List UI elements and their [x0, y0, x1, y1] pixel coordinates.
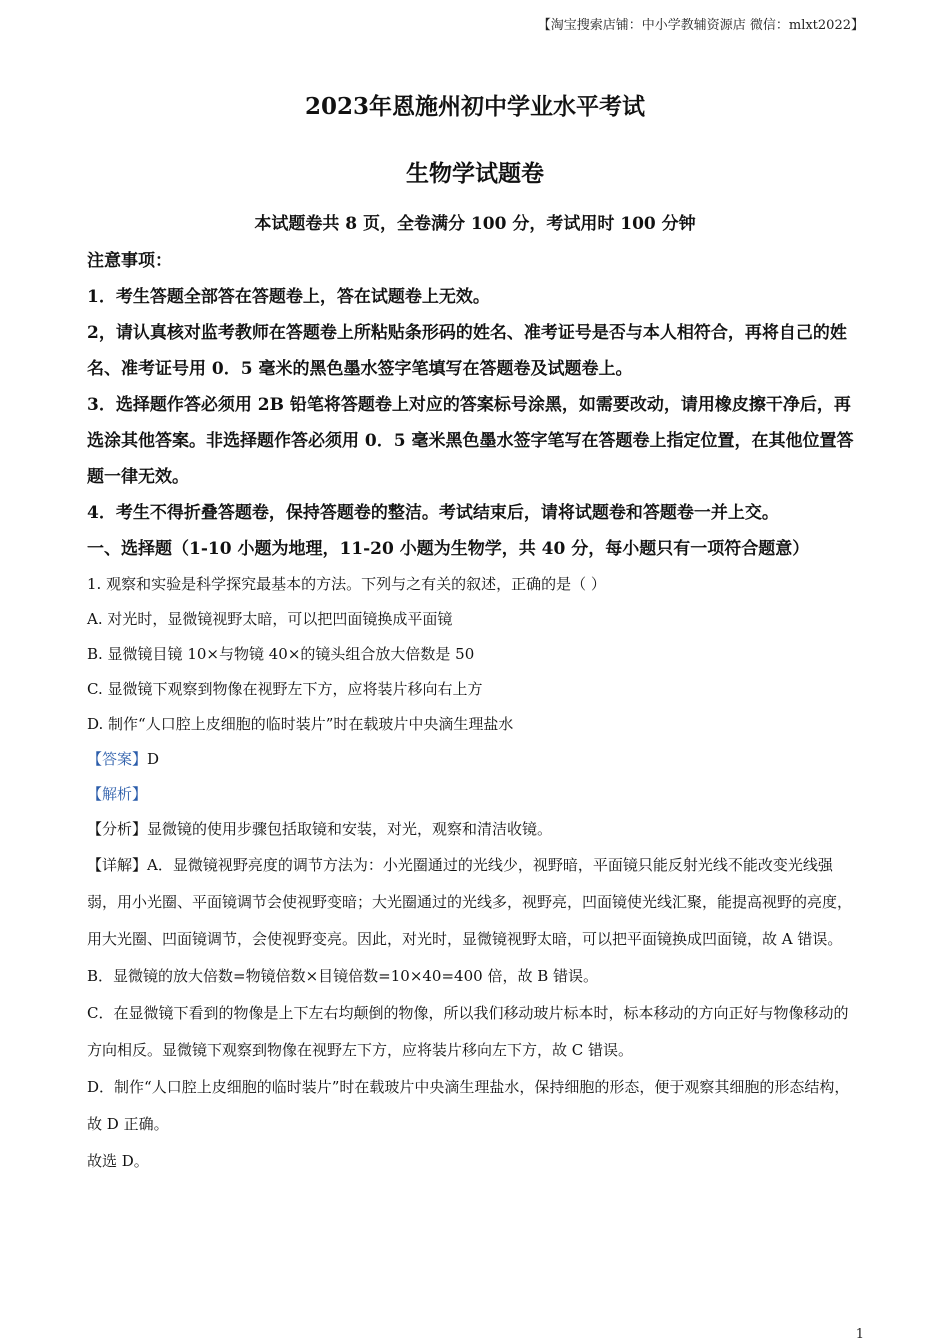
- notice-item: 2，请认真核对监考教师在答题卷上所粘贴条形码的姓名、准考证号是否与本人相符合，再将自己的姓名、准考证号用 0．5 毫米的黑色墨水签字笔填写在答题卷及试题卷上。: [87, 323, 847, 379]
- section-heading: 一、选择题（1-10 小题为地理，11-20 小题为生物学，共 40 分，每小题只有一项符合题意）: [87, 539, 810, 559]
- detail-text: A．显微镜视野亮度的调节方法为：小光圈通过的光线少，视野暗，平面镜只能反射光线不能改变光线强弱，用小光圈、平面镜调节会使视野变暗；大光圈通过的光线多，视野亮，凹面镜使光线汇聚，能提高视野的亮度，用大光圈、凹面镜调节，会使视野变亮。因此，对光时，显微镜视野太暗，可以把平面镜换成凹面镜，故 A 错误。: [87, 856, 853, 948]
- notice-item: 4．考生不得折叠答题卷，保持答题卷的整洁。考试结束后，请将试题卷和答题卷一并上交。: [87, 503, 779, 523]
- option-b: B. 显微镜目镜 10×与物镜 40×的镜头组合放大倍数是 50: [87, 645, 475, 663]
- notice-item: 3．选择题作答必须用 2B 铅笔将答题卷上对应的答案标号涂黑，如需要改动，请用橡皮擦干净后，再选涂其他答案。非选择题作答必须用 0．5 毫米黑色墨水签字笔写在答题卷上指定位置，在其他位置答题一律无效。: [87, 395, 854, 487]
- question-stem: 1. 观察和实验是科学探究最基本的方法。下列与之有关的叙述，正确的是（ ）: [87, 575, 606, 593]
- detail-paragraph: C．在显微镜下看到的物像是上下左右均颠倒的物像，所以我们移动玻片标本时，标本移动的方向正好与物像移动的方向相反。显微镜下观察到物像在视野左下方，应将装片移向左下方，故 C 错误。: [87, 1004, 849, 1059]
- detail-paragraph: D．制作“人口腔上皮细胞的临时装片”时在载玻片中央滴生理盐水，保持细胞的形态，便于观察其细胞的形态结构，故 D 正确。: [87, 1078, 850, 1133]
- exam-meta: 本试题卷共 8 页，全卷满分 100 分，考试用时 100 分钟: [254, 214, 696, 234]
- analysis-label: 【解析】: [87, 785, 148, 803]
- page-content: [87, 243, 862, 1180]
- notice-item: 1．考生答题全部答在答题卷上，答在试题卷上无效。: [87, 287, 490, 307]
- detail-label: 【详解】: [87, 856, 148, 874]
- page-title: 2023年恩施州初中学业水平考试: [304, 93, 645, 120]
- detail-paragraph: [87, 847, 862, 958]
- conclusion: 故选 D。: [87, 1152, 149, 1170]
- notice-heading: 注意事项：: [87, 251, 172, 271]
- option-a: A. 对光时，显微镜视野太暗，可以把凹面镜换成平面镜: [87, 610, 453, 628]
- detail-paragraph: B．显微镜的放大倍数=物镜倍数×目镜倍数=10×40=400 倍，故 B 错误。: [87, 967, 598, 985]
- answer-line: [87, 742, 862, 777]
- page-subtitle: 生物学试题卷: [406, 160, 544, 187]
- page-number: 1: [855, 1327, 864, 1342]
- header-note: 【淘宝搜索店铺：中小学教辅资源店 微信：mlxt2022】: [537, 18, 864, 33]
- analysis-summary: 【分析】显微镜的使用步骤包括取镜和安装，对光，观察和清洁收镜。: [87, 820, 553, 838]
- answer-label: 【答案】: [87, 750, 148, 768]
- answer-value: D: [147, 750, 160, 768]
- option-d: D. 制作“人口腔上皮细胞的临时装片”时在载玻片中央滴生理盐水: [87, 715, 514, 733]
- option-c: C. 显微镜下观察到物像在视野左下方，应将装片移向右上方: [87, 680, 483, 698]
